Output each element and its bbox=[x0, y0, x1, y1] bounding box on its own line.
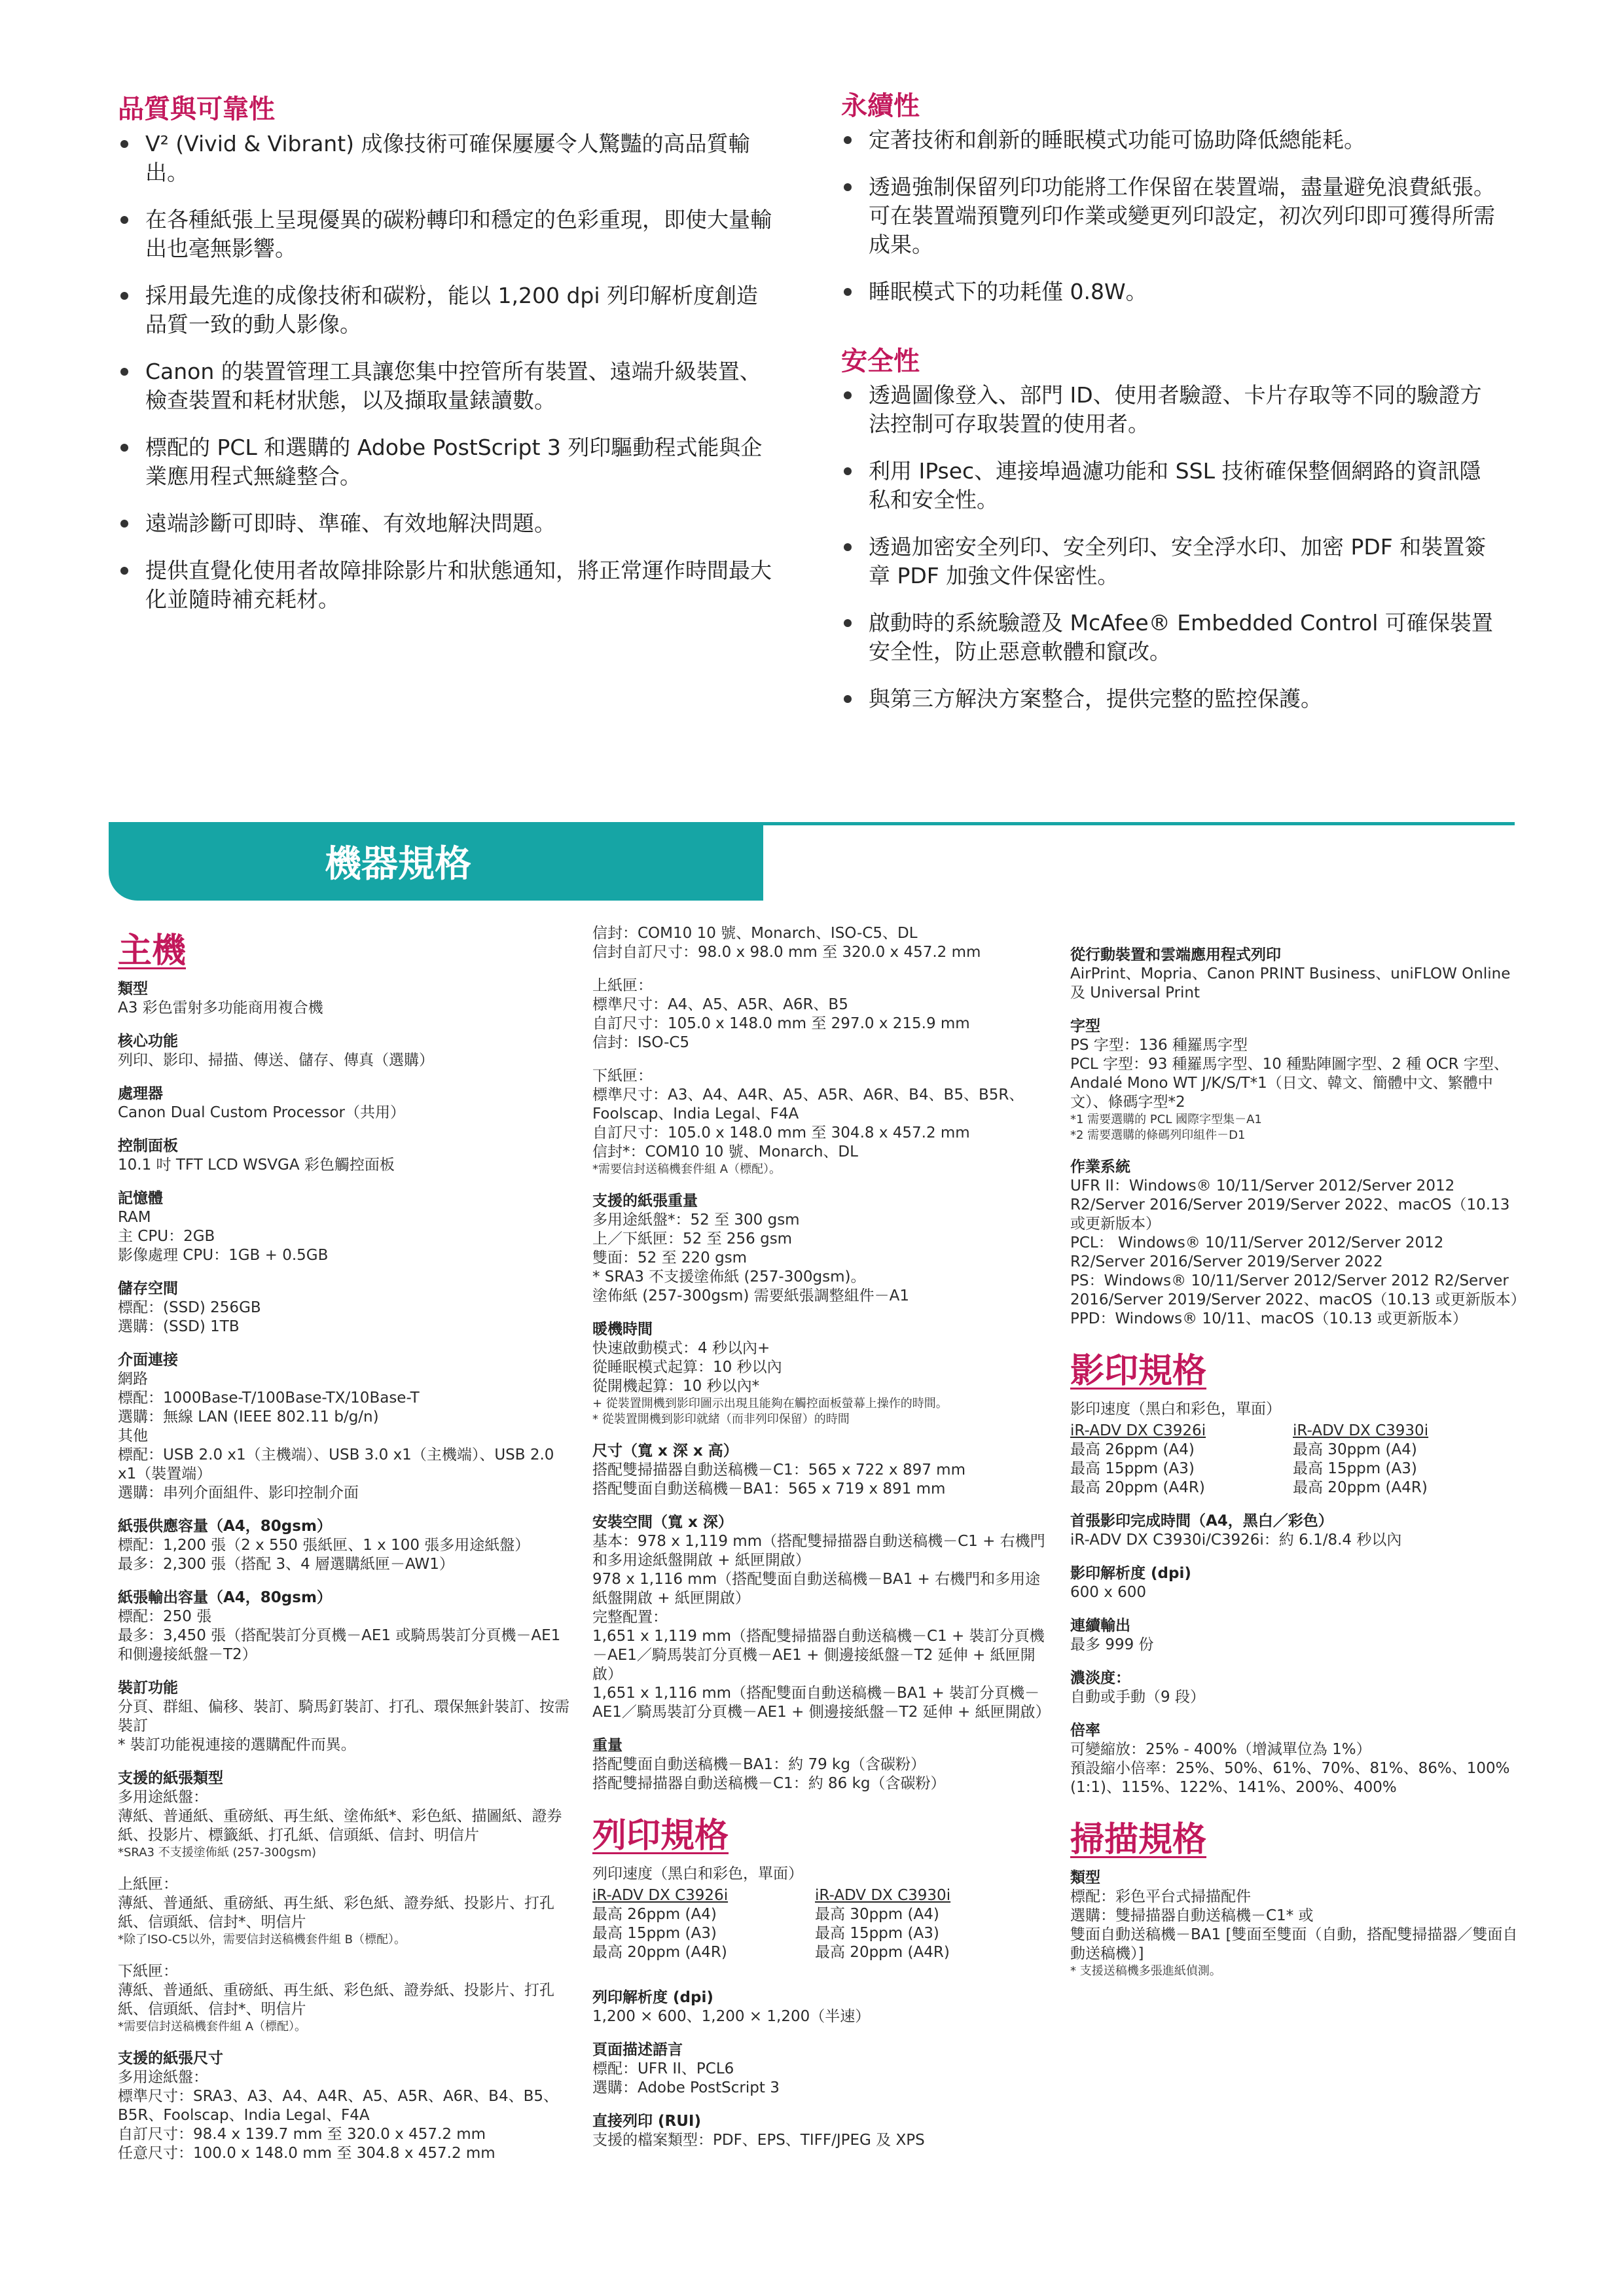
spec-block bbox=[118, 1962, 576, 2035]
spec-line: AirPrint、Mopria、Canon PRINT Business、uniFLOW Online 及 Universal Print bbox=[1070, 965, 1511, 1001]
bullet-icon bbox=[120, 140, 128, 148]
model-speed: 最高 20ppm (A4R) bbox=[592, 1944, 727, 1961]
spec-block bbox=[592, 924, 1051, 962]
spec-block bbox=[118, 1588, 576, 1664]
bullet-icon bbox=[120, 368, 128, 376]
spec-line: 標配：UFR II、PCL6 bbox=[592, 2060, 734, 2077]
spec-line: 選購：(SSD) 1TB bbox=[118, 1318, 240, 1335]
model-speed: 最高 20ppm (A4R) bbox=[815, 1944, 950, 1961]
spec-column-right bbox=[1070, 946, 1526, 1994]
feature-text: 啟動時的系統驗證及 McAfee® Embedded Control 可確保裝置安全性，防止惡意軟體和竄改。 bbox=[869, 610, 1493, 664]
middle-blocks bbox=[592, 924, 1051, 1793]
spec-note: *需要信封送稿機套件組 A（標配）。 bbox=[118, 2020, 307, 2034]
model-column bbox=[815, 1886, 1011, 1962]
feature-text: 提供直覺化使用者故障排除影片和狀態通知，將正常運作時間最大化並隨時補充耗材。 bbox=[145, 558, 772, 612]
spec-title: 尺寸（寬 x 深 x 高） bbox=[592, 1443, 738, 1460]
spec-block bbox=[118, 2049, 576, 2163]
spec-line: Canon Dual Custom Processor（共用） bbox=[118, 1104, 405, 1121]
spec-line: 多用途紙盤： bbox=[118, 2069, 208, 2086]
spec-line: PS 字型：136 種羅馬字型 bbox=[1070, 1037, 1248, 1054]
copy-spec-heading: 影印規格 bbox=[1070, 1352, 1207, 1391]
spec-title: 暖機時間 bbox=[592, 1321, 653, 1338]
spec-title: 作業系統 bbox=[1070, 1158, 1130, 1175]
spec-line: 信封：ISO-C5 bbox=[592, 1034, 690, 1051]
model-speed: 最高 30ppm (A4) bbox=[815, 1906, 939, 1923]
spec-line: 搭配雙掃描器自動送稿機－C1：565 x 722 x 897 mm bbox=[592, 1462, 965, 1479]
spec-block bbox=[592, 1067, 1051, 1177]
feature-text: 定著技術和創新的睡眠模式功能可協助降低總能耗。 bbox=[869, 127, 1365, 152]
main-unit-heading: 主機 bbox=[118, 931, 187, 971]
spec-block bbox=[118, 1032, 576, 1070]
spec-line: RAM bbox=[118, 1209, 151, 1226]
bullet-icon bbox=[844, 543, 852, 551]
spec-line: 多用途紙盤： bbox=[118, 1789, 208, 1806]
spec-title: 字型 bbox=[1070, 1018, 1100, 1035]
spec-line: A3 彩色雷射多功能商用複合機 bbox=[118, 999, 323, 1016]
spec-line: 下紙匣： bbox=[118, 1963, 178, 1980]
model-column bbox=[1293, 1422, 1489, 1498]
model-speed: 最高 30ppm (A4) bbox=[1293, 1441, 1417, 1458]
spec-block bbox=[592, 1442, 1051, 1499]
spec-block bbox=[118, 1875, 576, 1948]
print-speed-table bbox=[592, 1886, 1051, 1962]
feature-text: 睡眠模式下的功耗僅 0.8W。 bbox=[869, 279, 1147, 304]
spec-title: 紙張供應容量（A4，80gsm） bbox=[118, 1518, 332, 1535]
spec-line: 標準尺寸：A3、A4、A4R、A5、A5R、A6R、B4、B5、B5R、Foolscap、India Legal、F4A bbox=[592, 1086, 1024, 1122]
spec-block bbox=[592, 977, 1051, 1052]
spec-line: 主 CPU：2GB bbox=[118, 1228, 215, 1245]
spec-title: 介面連接 bbox=[118, 1352, 178, 1369]
spec-line: 雙面自動送稿機－BA1 [雙面至雙面（自動，搭配雙掃描器／雙面自動送稿機）] bbox=[1070, 1926, 1518, 1962]
spec-line: 雙面：52 至 220 gsm bbox=[592, 1249, 748, 1266]
spec-line: 信封：COM10 10 號、Monarch、ISO-C5、DL bbox=[592, 925, 918, 942]
spec-line: 塗佈紙 (257-300gsm) 需要紙張調整組件－A1 bbox=[592, 1287, 910, 1304]
spec-line: 薄紙、普通紙、重磅紙、再生紙、塗佈紙*、彩色紙、描圖紙、證券紙、投影片、標籤紙、打孔紙、信頭紙、信封、明信片 bbox=[118, 1808, 562, 1844]
feature-text: 利用 IPsec、連接埠過濾功能和 SSL 技術確保整個網路的資訊隱私和安全性。 bbox=[869, 458, 1481, 512]
model-speed: 最高 15ppm (A3) bbox=[1070, 1460, 1195, 1477]
spec-line: 其他 bbox=[118, 1427, 148, 1444]
feature-item bbox=[118, 556, 772, 614]
spec-line: 標配：(SSD) 256GB bbox=[118, 1299, 261, 1316]
spec-note: *SRA3 不支援塗佈紙 (257-300gsm) bbox=[118, 1846, 317, 1859]
spec-line: 搭配雙面自動送稿機－BA1：約 79 kg（含碳粉） bbox=[592, 1756, 926, 1773]
spec-block bbox=[118, 1351, 576, 1503]
feature-text: 透過圖像登入、部門 ID、使用者驗證、卡片存取等不同的驗證方法控制可存取裝置的使用者。 bbox=[869, 382, 1482, 437]
spec-line: 10.1 吋 TFT LCD WSVGA 彩色觸控面板 bbox=[118, 1157, 395, 1174]
spec-block bbox=[1070, 1721, 1522, 1797]
bullet-icon bbox=[844, 467, 852, 475]
spec-line: 從開機起算：10 秒以內* bbox=[592, 1378, 760, 1395]
spec-line: iR-ADV DX C3930i/C3926i：約 6.1/8.4 秒以內 bbox=[1070, 1532, 1402, 1549]
spec-title: 支援的紙張重量 bbox=[592, 1193, 698, 1210]
model-speed: 最高 15ppm (A3) bbox=[1293, 1460, 1417, 1477]
spec-line: 標配：250 張 bbox=[118, 1608, 212, 1625]
spec-title: 支援的紙張尺寸 bbox=[118, 2050, 223, 2067]
spec-block bbox=[118, 1189, 576, 1265]
spec-line: 多用途紙盤*：52 至 300 gsm bbox=[592, 1211, 800, 1229]
spec-title: 類型 bbox=[1070, 1869, 1100, 1886]
spec-line: 上紙匣： bbox=[118, 1876, 178, 1893]
spec-line: 1,651 x 1,116 mm（搭配雙面自動送稿機－BA1 + 裝訂分頁機－AE1／騎馬裝訂分頁機－AE1 + 側邊接紙盤－T2 延伸 + 紙匣開啟） bbox=[592, 1685, 1051, 1721]
spec-line: 最多：3,450 張（搭配裝訂分頁機－AE1 或騎馬裝訂分頁機－AE1 和側邊接紙盤－T2） bbox=[118, 1627, 561, 1663]
spec-title: 直接列印 (RUI) bbox=[592, 2113, 701, 2130]
spec-block bbox=[592, 1320, 1051, 1427]
spec-line: 影像處理 CPU：1GB + 0.5GB bbox=[118, 1247, 329, 1264]
spec-line: 上／下紙匣：52 至 256 gsm bbox=[592, 1230, 793, 1247]
sustain-list bbox=[841, 126, 1496, 325]
spec-block bbox=[1070, 1869, 1522, 1979]
spec-line: 1,200 × 600、1,200 × 1,200（半速） bbox=[592, 2008, 871, 2025]
spec-line: 從睡眠模式起算：10 秒以內 bbox=[592, 1359, 782, 1376]
spec-block bbox=[118, 1280, 576, 1336]
spec-line: 標配：1000Base-T/100Base-TX/10Base-T bbox=[118, 1390, 420, 1407]
spec-line: 薄紙、普通紙、重磅紙、再生紙、彩色紙、證券紙、投影片、打孔紙、信頭紙、信封*、明信片 bbox=[118, 1982, 554, 2018]
spec-line: 上紙匣： bbox=[592, 977, 653, 994]
spec-line: 預設縮小倍率：25%、50%、61%、70%、81%、86%、100% (1:1)、115%、122%、141%、200%、400% bbox=[1070, 1760, 1510, 1796]
spec-line: 下紙匣： bbox=[592, 1067, 653, 1085]
spec-title: 類型 bbox=[118, 980, 148, 997]
main-unit-blocks bbox=[118, 980, 576, 2163]
spec-line: 搭配雙面自動送稿機－BA1：565 x 719 x 891 mm bbox=[592, 1480, 946, 1498]
bullet-icon bbox=[844, 391, 852, 399]
spec-line: 標準尺寸：A4、A5、A5R、A6R、B5 bbox=[592, 996, 848, 1013]
spec-line: 標準尺寸：SRA3、A3、A4、A4R、A5、A5R、A6R、B4、B5、B5R、Foolscap、India Legal、F4A bbox=[118, 2088, 558, 2124]
spec-line: 選購：雙掃描器自動送稿機－C1* 或 bbox=[1070, 1907, 1314, 1924]
spec-block bbox=[592, 1988, 1051, 2026]
spec-line: 分頁、群組、偏移、裝訂、騎馬釘裝訂、打孔、環保無針裝訂、按需裝訂 bbox=[118, 1698, 569, 1734]
spec-line: 自訂尺寸：98.4 x 139.7 mm 至 320.0 x 457.2 mm bbox=[118, 2126, 486, 2143]
spec-title: 重量 bbox=[592, 1737, 623, 1754]
spec-line: 選購：Adobe PostScript 3 bbox=[592, 2079, 780, 2096]
feature-item bbox=[841, 278, 1496, 306]
spec-line: 978 x 1,116 mm（搭配雙面自動送稿機－BA1 + 右機門和多用途紙盤開啟 + 紙匣開啟） bbox=[592, 1571, 1041, 1607]
spec-block bbox=[592, 1192, 1051, 1306]
spec-title: 處理器 bbox=[118, 1085, 163, 1102]
spec-note: * 從裝置開機到影印就緒（而非列印保留）的時間 bbox=[592, 1412, 850, 1426]
spec-line: 基本：978 x 1,119 mm（搭配雙掃描器自動送稿機－C1 + 右機門和多用途紙盤開啟 + 紙匣開啟） bbox=[592, 1533, 1045, 1569]
spec-line: 標配：1,200 張（2 x 550 張紙匣、1 x 100 張多用途紙盤） bbox=[118, 1537, 530, 1554]
spec-block bbox=[118, 1137, 576, 1175]
feature-item bbox=[118, 281, 772, 339]
feature-item bbox=[118, 433, 772, 491]
spec-line: * SRA3 不支援塗佈紙 (257-300gsm)。 bbox=[592, 1268, 866, 1285]
spec-line: 網路 bbox=[118, 1371, 148, 1388]
bullet-icon bbox=[120, 567, 128, 575]
spec-block bbox=[592, 2112, 1051, 2150]
spec-line: UFR II：Windows® 10/11/Server 2012/Server 2012 R2/Server 2016/Server 2019/Server 2022、macOS（10.13 或更新版本） bbox=[1070, 1177, 1510, 1232]
bullet-icon bbox=[120, 444, 128, 452]
spec-block bbox=[592, 1513, 1051, 1722]
feature-text: 與第三方解決方案整合，提供完整的監控保護。 bbox=[869, 686, 1322, 711]
feature-text: Canon 的裝置管理工具讓您集中控管所有裝置、遠端升級裝置、檢查裝置和耗材狀態，以及擷取量錶讀數。 bbox=[145, 359, 761, 413]
spec-line: 選購：串列介面組件、影印控制介面 bbox=[118, 1484, 359, 1501]
spec-title: 安裝空間（寬 x 深） bbox=[592, 1514, 733, 1531]
scan-spec-blocks bbox=[1070, 1869, 1522, 1979]
model-speed: 最高 20ppm (A4R) bbox=[1293, 1479, 1428, 1496]
model-speed: 最高 15ppm (A3) bbox=[815, 1925, 939, 1942]
spec-note: * 支援送稿機多張進紙偵測。 bbox=[1070, 1964, 1221, 1978]
spec-title: 控制面板 bbox=[118, 1138, 178, 1155]
quality-list bbox=[118, 130, 772, 632]
model-name: iR-ADV DX C3930i bbox=[1293, 1422, 1429, 1439]
spec-column-middle bbox=[592, 924, 1051, 2164]
spec-line: PCL 字型：93 種羅馬字型、10 種點陣圖字型、2 種 OCR 字型、Andalé Mono WT J/K/S/T*1（日文、韓文、簡體中文、繁體中文）、條碼字型*2 bbox=[1070, 1056, 1509, 1111]
spec-title: 核心功能 bbox=[118, 1033, 178, 1050]
spec-line: 自訂尺寸：105.0 x 148.0 mm 至 297.0 x 215.9 mm bbox=[592, 1015, 970, 1032]
spec-line: 標配：彩色平台式掃描配件 bbox=[1070, 1888, 1251, 1905]
spec-title: 支援的紙張類型 bbox=[118, 1770, 223, 1787]
sustain-heading: 永續性 bbox=[841, 91, 920, 121]
bullet-icon bbox=[844, 288, 852, 296]
spec-title: 連續輸出 bbox=[1070, 1617, 1130, 1634]
spec-block bbox=[1070, 1158, 1526, 1329]
feature-item bbox=[118, 509, 772, 538]
spec-column-main bbox=[118, 923, 576, 2178]
spec-line: 快速啟動模式：4 秒以內+ bbox=[592, 1340, 770, 1357]
spec-block bbox=[118, 1085, 576, 1122]
spec-line: 600 x 600 bbox=[1070, 1584, 1147, 1601]
model-column bbox=[592, 1886, 789, 1962]
feature-item bbox=[841, 173, 1496, 259]
model-name: iR-ADV DX C3926i bbox=[1070, 1422, 1206, 1439]
spec-block bbox=[1070, 1669, 1522, 1707]
spec-line: 最多：2,300 張（搭配 3、4 層選購紙匣－AW1） bbox=[118, 1556, 454, 1573]
feature-item bbox=[841, 381, 1496, 439]
model-speed: 最高 20ppm (A4R) bbox=[1070, 1479, 1205, 1496]
bullet-icon bbox=[844, 695, 852, 703]
spec-line: 自訂尺寸：105.0 x 148.0 mm 至 304.8 x 457.2 mm bbox=[592, 1124, 970, 1141]
spec-title: 儲存空間 bbox=[118, 1280, 178, 1297]
spec-block bbox=[592, 2041, 1051, 2098]
spec-block bbox=[118, 1679, 576, 1755]
spec-title: 倍率 bbox=[1070, 1722, 1100, 1739]
spec-block bbox=[1070, 1017, 1522, 1143]
bullet-icon bbox=[120, 292, 128, 300]
copy-speed-title: 影印速度（黑白和彩色，單面） bbox=[1070, 1401, 1281, 1418]
feature-item bbox=[118, 357, 772, 415]
spec-title: 從行動裝置和雲端應用程式列印 bbox=[1070, 946, 1281, 963]
security-list bbox=[841, 381, 1496, 732]
feature-text: 標配的 PCL 和選購的 Adobe PostScript 3 列印驅動程式能與企業應用程式無縫整合。 bbox=[145, 435, 763, 489]
spec-note: + 從裝置開機到影印圖示出現且能夠在觸控面板螢幕上操作的時間。 bbox=[592, 1397, 948, 1410]
spec-title: 紙張輸出容量（A4，80gsm） bbox=[118, 1589, 332, 1606]
scan-spec-heading: 掃描規格 bbox=[1070, 1820, 1207, 1859]
model-speed: 最高 26ppm (A4) bbox=[1070, 1441, 1195, 1458]
model-column bbox=[1070, 1422, 1267, 1498]
spec-line: 信封自訂尺寸：98.0 x 98.0 mm 至 320.0 x 457.2 mm bbox=[592, 944, 981, 961]
feature-text: 透過強制保留列印功能將工作保留在裝置端，盡量避免浪費紙張。可在裝置端預覽列印作業或變更列印設定，初次列印即可獲得所需成果。 bbox=[869, 174, 1495, 257]
spec-line: PPD：Windows® 10/11、macOS（10.13 或更新版本） bbox=[1070, 1310, 1468, 1327]
spec-line: 搭配雙掃描器自動送稿機－C1：約 86 kg（含碳粉） bbox=[592, 1775, 946, 1792]
spec-line: PCL： Windows® 10/11/Server 2012/Server 2012 R2/Server 2016/Server 2019/Server 2022 bbox=[1070, 1234, 1444, 1270]
bullet-icon bbox=[120, 520, 128, 528]
spec-title: 裝訂功能 bbox=[118, 1679, 178, 1696]
model-name: iR-ADV DX C3926i bbox=[592, 1887, 729, 1904]
spec-note: *需要信封送稿機套件組 A（標配）。 bbox=[592, 1162, 782, 1176]
spec-banner bbox=[109, 822, 763, 901]
security-heading: 安全性 bbox=[841, 346, 920, 376]
spec-note: *除了ISO-C5以外，需要信封送稿機套件組 B（標配）。 bbox=[118, 1933, 406, 1946]
feature-item bbox=[118, 206, 772, 263]
print-speed-title: 列印速度（黑白和彩色，單面） bbox=[592, 1865, 803, 1882]
spec-title: 記憶體 bbox=[118, 1190, 163, 1207]
spec-line: 列印、影印、掃描、傳送、儲存、傳真（選購） bbox=[118, 1052, 434, 1069]
spec-block bbox=[1070, 946, 1522, 1003]
feature-item bbox=[841, 126, 1496, 154]
feature-item bbox=[841, 609, 1496, 666]
copy-spec-blocks bbox=[1070, 1512, 1522, 1797]
spec-note: *2 需要選購的條碼列印組件－D1 bbox=[1070, 1128, 1246, 1142]
spec-block bbox=[1070, 1512, 1522, 1550]
spec-block bbox=[118, 1517, 576, 1574]
bullet-icon bbox=[844, 619, 852, 627]
feature-text: 遠端診斷可即時、準確、有效地解決問題。 bbox=[145, 511, 556, 536]
spec-line: 任意尺寸：100.0 x 148.0 mm 至 304.8 x 457.2 mm bbox=[118, 2145, 496, 2162]
feature-item bbox=[118, 130, 772, 187]
model-speed: 最高 15ppm (A3) bbox=[592, 1925, 717, 1942]
feature-item bbox=[841, 457, 1496, 514]
spec-block bbox=[1070, 1564, 1522, 1602]
spec-line: 支援的檔案類型：PDF、EPS、TIFF/JPEG 及 XPS bbox=[592, 2132, 925, 2149]
spec-line: 標配：USB 2.0 x1（主機端）、USB 3.0 x1（主機端）、USB 2.0 x1（裝置端） bbox=[118, 1446, 554, 1482]
print-spec-heading: 列印規格 bbox=[592, 1816, 729, 1856]
spec-line: 選購：無線 LAN (IEEE 802.11 b/g/n) bbox=[118, 1408, 379, 1426]
spec-title: 濃淡度： bbox=[1070, 1670, 1130, 1687]
spec-block bbox=[118, 980, 576, 1018]
spec-line: 完整配置： bbox=[592, 1609, 668, 1626]
spec-line: * 裝訂功能視連接的選購配件而異。 bbox=[118, 1736, 356, 1753]
right-blocks bbox=[1070, 946, 1526, 1329]
spec-title: 影印解析度 (dpi) bbox=[1070, 1565, 1191, 1582]
spec-line: 薄紙、普通紙、重磅紙、再生紙、彩色紙、證券紙、投影片、打孔紙、信頭紙、信封*、明信片 bbox=[118, 1895, 554, 1931]
feature-item bbox=[841, 533, 1496, 590]
spec-line: 最多 999 份 bbox=[1070, 1636, 1154, 1653]
spec-note: *1 需要選購的 PCL 國際字型集－A1 bbox=[1070, 1113, 1262, 1126]
spec-line: 自動或手動（9 段） bbox=[1070, 1689, 1205, 1706]
model-speed: 最高 26ppm (A4) bbox=[592, 1906, 717, 1923]
print-spec-blocks bbox=[592, 1988, 1051, 2150]
bullet-icon bbox=[844, 183, 852, 191]
feature-text: V² (Vivid & Vibrant) 成像技術可確保屢屢令人驚豔的高品質輸出。 bbox=[145, 131, 750, 185]
spec-block bbox=[1070, 1617, 1522, 1655]
spec-block bbox=[592, 1736, 1051, 1793]
spec-block bbox=[118, 1769, 576, 1861]
copy-speed-table bbox=[1070, 1422, 1522, 1498]
spec-title: 頁面描述語言 bbox=[592, 2041, 683, 2058]
spec-line: 1,651 x 1,119 mm（搭配雙掃描器自動送稿機－C1 + 裝訂分頁機－AE1／騎馬裝訂分頁機－AE1 + 側邊接紙盤－T2 延伸 + 紙匣開啟） bbox=[592, 1628, 1045, 1683]
bullet-icon bbox=[844, 136, 852, 144]
spec-line: 信封*：COM10 10 號、Monarch、DL bbox=[592, 1143, 858, 1160]
feature-text: 透過加密安全列印、安全列印、安全浮水印、加密 PDF 和裝置簽章 PDF 加強文件保密性。 bbox=[869, 534, 1487, 588]
bullet-icon bbox=[120, 216, 128, 224]
quality-heading: 品質與可靠性 bbox=[118, 94, 275, 124]
model-name: iR-ADV DX C3930i bbox=[815, 1887, 951, 1904]
feature-text: 採用最先進的成像技術和碳粉，能以 1,200 dpi 列印解析度創造品質一致的動人影像。 bbox=[145, 283, 759, 337]
feature-text: 在各種紙張上呈現優異的碳粉轉印和穩定的色彩重現，即使大量輸出也毫無影響。 bbox=[145, 207, 772, 261]
spec-line: PS：Windows® 10/11/Server 2012/Server 2012 R2/Server 2016/Server 2019/Server 2022、macOS（10.13 或更新版本） bbox=[1070, 1272, 1526, 1308]
spec-line: 可變縮放：25% - 400%（增減單位為 1%） bbox=[1070, 1741, 1371, 1758]
feature-item bbox=[841, 685, 1496, 713]
spec-title: 列印解析度 (dpi) bbox=[592, 1989, 713, 2006]
banner-title: 機器規格 bbox=[325, 843, 471, 886]
spec-title: 首張影印完成時間（A4，黑白／彩色） bbox=[1070, 1513, 1333, 1530]
